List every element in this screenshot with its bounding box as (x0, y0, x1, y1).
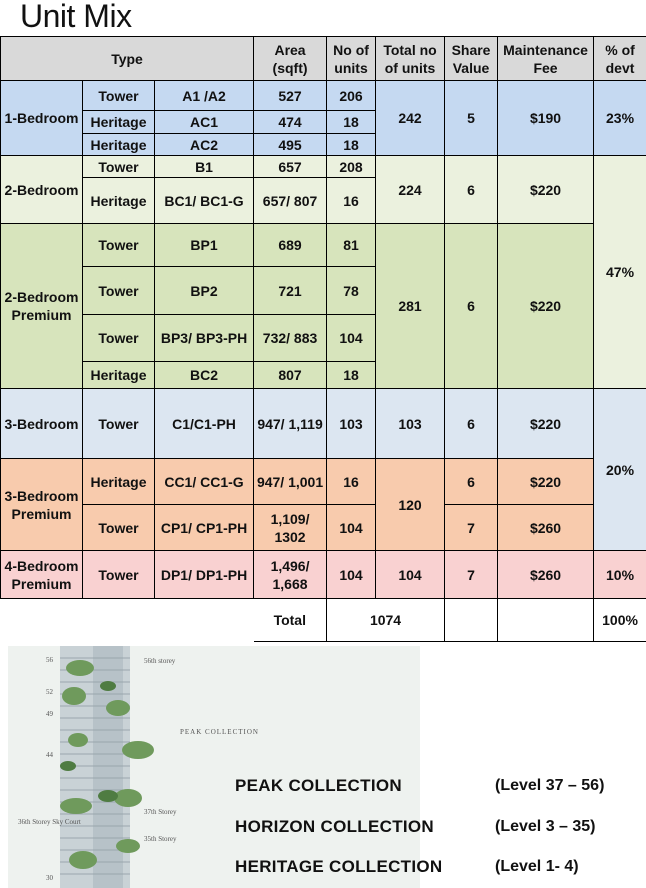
units-cell: 16 (327, 459, 376, 505)
total-fee-empty (498, 599, 594, 642)
unit-type-cell: CC1/ CC1-G (155, 459, 254, 505)
collection-name: HORIZON COLLECTION (235, 817, 434, 836)
units-cell: 18 (327, 362, 376, 389)
units-cell: 16 (327, 178, 376, 224)
area-cell: 947/ 1,119 (254, 389, 327, 459)
unit-type-cell: C1/C1-PH (155, 389, 254, 459)
tower-cell: Heritage (83, 178, 155, 224)
storey-note: 35th Storey (144, 835, 177, 843)
tower-cell: Tower (83, 81, 155, 111)
table-row (1, 389, 646, 459)
storey-note: 56th storey (144, 657, 176, 665)
unit-type-cell: AC1 (155, 111, 254, 134)
area-cell: 689 (254, 224, 327, 267)
unit-type-cell: CP1/ CP1-PH (155, 505, 254, 551)
unit-type-cell: BP2 (155, 267, 254, 315)
tower-cell: Tower (83, 505, 155, 551)
header-row (1, 37, 646, 81)
collection-name: HERITAGE COLLECTION (235, 857, 443, 876)
tower-cell: Tower (83, 156, 155, 178)
total-units-cell: 103 (376, 389, 445, 459)
area-cell: 657/ 807 (254, 178, 327, 224)
share-value-cell: 7 (445, 551, 498, 599)
tower-cell: Tower (83, 389, 155, 459)
unit-type-cell: DP1/ DP1-PH (155, 551, 254, 599)
maintenance-fee-cell: $260 (498, 551, 594, 599)
area-cell: 732/ 883 (254, 315, 327, 362)
total-units-cell: 281 (376, 224, 445, 389)
total-units-cell: 242 (376, 81, 445, 156)
tower-illustration (8, 646, 420, 888)
units-cell: 103 (327, 389, 376, 459)
unit-type-cell: A1 /A2 (155, 81, 254, 111)
table-row (1, 156, 646, 178)
level-marker: 56 (46, 656, 53, 664)
area-cell: 807 (254, 362, 327, 389)
total-share-empty (445, 599, 498, 642)
tower-cell: Heritage (83, 459, 155, 505)
area-cell: 1,496/ 1,668 (254, 551, 327, 599)
area-cell: 657 (254, 156, 327, 178)
share-value-cell: 6 (445, 459, 498, 505)
maintenance-fee-cell: $220 (498, 459, 594, 505)
units-cell: 104 (327, 315, 376, 362)
units-cell: 18 (327, 111, 376, 134)
collection-levels: (Level 3 – 35) (495, 818, 596, 835)
storey-note: 37th Storey (144, 808, 177, 816)
units-cell: 18 (327, 134, 376, 156)
unit-type-cell: BC2 (155, 362, 254, 389)
units-cell: 104 (327, 551, 376, 599)
units-cell: 78 (327, 267, 376, 315)
level-marker: 49 (46, 710, 53, 718)
table-row (1, 81, 646, 111)
unit-type-cell: B1 (155, 156, 254, 178)
collection-levels: (Level 1- 4) (495, 858, 579, 875)
units-cell: 206 (327, 81, 376, 111)
total-units-cell: 120 (376, 459, 445, 551)
peak-note: PEAK COLLECTION (180, 728, 259, 736)
unit-type-cell: BP1 (155, 224, 254, 267)
area-cell: 947/ 1,001 (254, 459, 327, 505)
total-devt: 100% (594, 599, 646, 642)
maintenance-fee-cell: $220 (498, 389, 594, 459)
table-row (1, 551, 646, 599)
total-label: Total (254, 599, 327, 642)
tower-drawing (8, 646, 420, 888)
units-cell: 81 (327, 224, 376, 267)
table-row (1, 459, 646, 505)
group-label-4-bedroom-premium: 4-Bedroom Premium (1, 551, 83, 599)
total-spacer (1, 599, 254, 642)
area-cell: 1,109/ 1302 (254, 505, 327, 551)
share-value-cell: 6 (445, 224, 498, 389)
collection-levels: (Level 37 – 56) (495, 777, 605, 794)
group-label-2-bedroom-premium: 2-Bedroom Premium (1, 224, 83, 389)
total-row (1, 599, 646, 642)
header-type: Type (1, 37, 254, 81)
tower-cell: Tower (83, 267, 155, 315)
level-marker: 30 (46, 874, 53, 882)
units-cell: 104 (327, 505, 376, 551)
area-cell: 527 (254, 81, 327, 111)
maintenance-fee-cell: $260 (498, 505, 594, 551)
devt-cell: 10% (594, 551, 646, 599)
share-value-cell: 7 (445, 505, 498, 551)
group-label-2-bedroom: 2-Bedroom (1, 156, 83, 224)
group-label-3-bedroom-premium: 3-Bedroom Premium (1, 459, 83, 551)
unit-mix-table (0, 36, 646, 642)
header-units: No of units (327, 37, 376, 81)
maintenance-fee-cell: $220 (498, 156, 594, 224)
collection-name: PEAK COLLECTION (235, 776, 402, 795)
devt-cell: 23% (594, 81, 646, 156)
header-share-value: Share Value (445, 37, 498, 81)
tower-cell: Heritage (83, 362, 155, 389)
sky-court-note: 36th Storey Sky Court (18, 818, 81, 826)
tower-cell: Tower (83, 551, 155, 599)
units-cell: 208 (327, 156, 376, 178)
area-cell: 474 (254, 111, 327, 134)
table-row (1, 224, 646, 267)
total-units: 1074 (327, 599, 445, 642)
table-row (1, 505, 646, 551)
tower-cell: Tower (83, 315, 155, 362)
tower-cell: Heritage (83, 134, 155, 156)
maintenance-fee-cell: $190 (498, 81, 594, 156)
maintenance-fee-cell: $220 (498, 224, 594, 389)
level-marker: 52 (46, 688, 53, 696)
tower-cell: Tower (83, 224, 155, 267)
area-cell: 721 (254, 267, 327, 315)
group-label-1-bedroom: 1-Bedroom (1, 81, 83, 156)
header-area: Area (sqft) (254, 37, 327, 81)
header-maintenance-fee: Maintenance Fee (498, 37, 594, 81)
area-cell: 495 (254, 134, 327, 156)
level-marker: 44 (46, 751, 53, 759)
devt-cell: 47% (594, 156, 646, 389)
total-units-cell: 224 (376, 156, 445, 224)
tower-cell: Heritage (83, 111, 155, 134)
unit-type-cell: BC1/ BC1-G (155, 178, 254, 224)
share-value-cell: 6 (445, 389, 498, 459)
unit-type-cell: BP3/ BP3-PH (155, 315, 254, 362)
header-total-units: Total no of units (376, 37, 445, 81)
unit-type-cell: AC2 (155, 134, 254, 156)
page-title: Unit Mix (20, 0, 132, 34)
share-value-cell: 5 (445, 81, 498, 156)
total-units-cell: 104 (376, 551, 445, 599)
header-devt: % of devt (594, 37, 646, 81)
devt-cell: 20% (594, 389, 646, 551)
group-label-3-bedroom: 3-Bedroom (1, 389, 83, 459)
share-value-cell: 6 (445, 156, 498, 224)
